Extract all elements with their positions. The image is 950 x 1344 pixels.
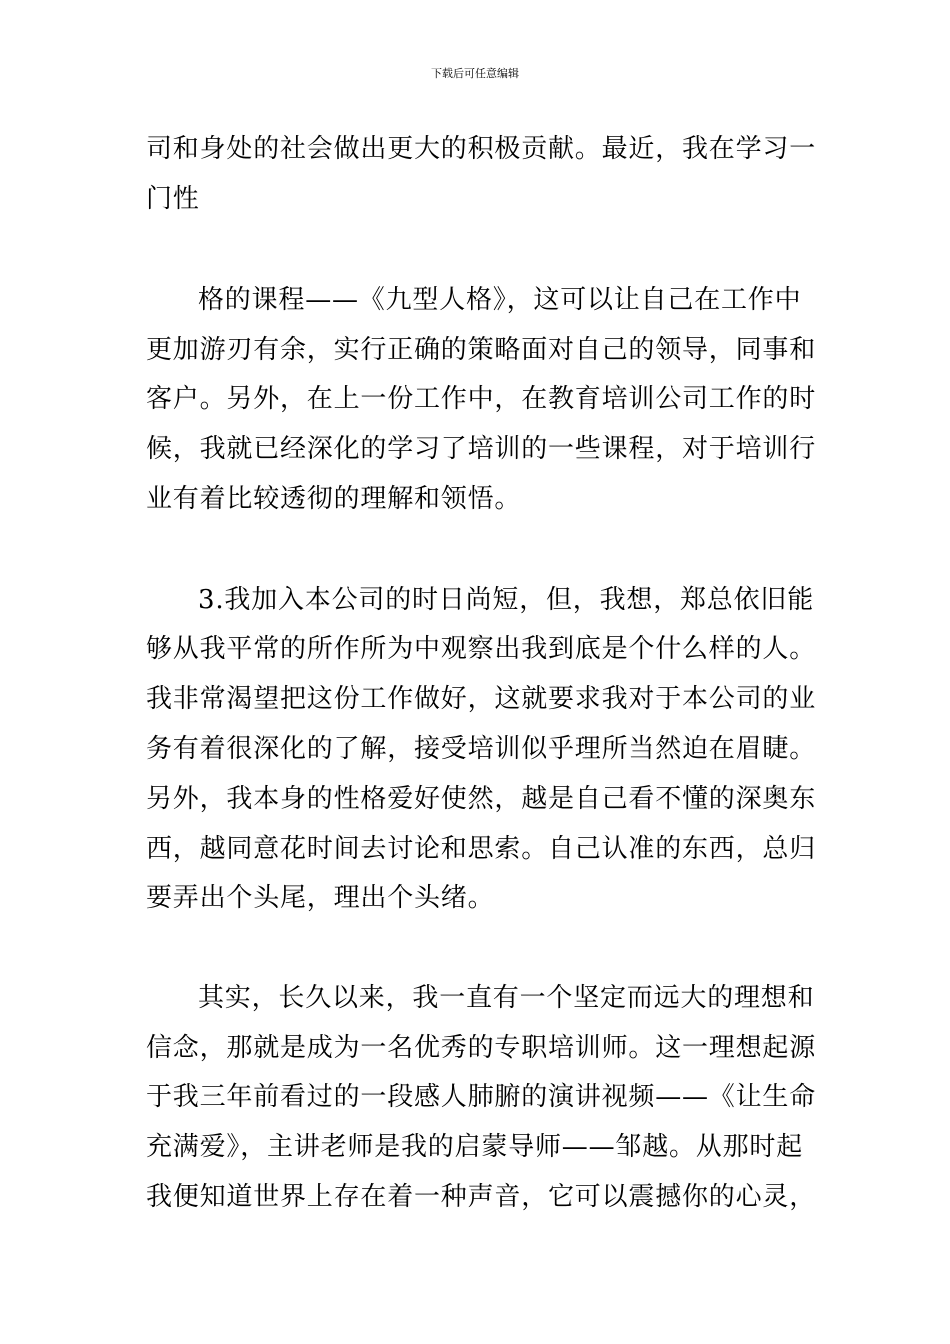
paragraph-3-line-7: 要弄出个头尾，理出个头绪。 [146,883,495,913]
paragraph-2-line-5: 业有着比较透彻的理解和领悟。 [146,484,522,514]
paragraph-1-line-2: 门性 [146,184,200,214]
paragraph-2-line-1: 格的课程——《九型人格》，这可以让自己在工作中 [198,285,802,315]
paragraph-2-line-3: 客户。另外，在上一份工作中，在教育培训公司工作的时 [146,384,817,414]
paragraph-3-line-1: 3.我加入本公司的时日尚短，但，我想，郑总依旧能 [198,585,815,615]
header-note: 下载后可任意编辑 [431,67,519,80]
paragraph-4-line-3: 于我三年前看过的一段感人肺腑的演讲视频——《让生命 [146,1082,817,1112]
paragraph-3-line-3: 我非常渴望把这份工作做好，这就要求我对于本公司的业 [146,684,817,714]
paragraph-3-line-4: 务有着很深化的了解，接受培训似乎理所当然迫在眉睫。 [146,734,817,764]
paragraph-1-line-1: 司和身处的社会做出更大的积极贡献。最近，我在学习一 [146,134,817,164]
paragraph-3-line-2: 够从我平常的所作所为中观察出我到底是个什么样的人。 [146,634,817,664]
paragraph-4-line-4: 充满爱》，主讲老师是我的启蒙导师——邹越。从那时起 [146,1132,804,1162]
paragraph-4-line-1: 其实，长久以来，我一直有一个坚定而远大的理想和 [198,983,815,1013]
paragraph-4-line-5: 我便知道世界上存在着一种声音，它可以震撼你的心灵， [146,1182,817,1212]
paragraph-3-line-5: 另外，我本身的性格爱好使然，越是自己看不懂的深奥东 [146,784,817,814]
paragraph-2-line-2: 更加游刃有余，实行正确的策略面对自己的领导，同事和 [146,335,817,365]
paragraph-4-line-2: 信念，那就是成为一名优秀的专职培训师。这一理想起源 [146,1033,817,1063]
paragraph-3-line-6: 西，越同意花时间去讨论和思索。自己认准的东西，总归 [146,834,817,864]
paragraph-2-line-4: 候，我就已经深化的学习了培训的一些课程，对于培训行 [146,434,817,464]
